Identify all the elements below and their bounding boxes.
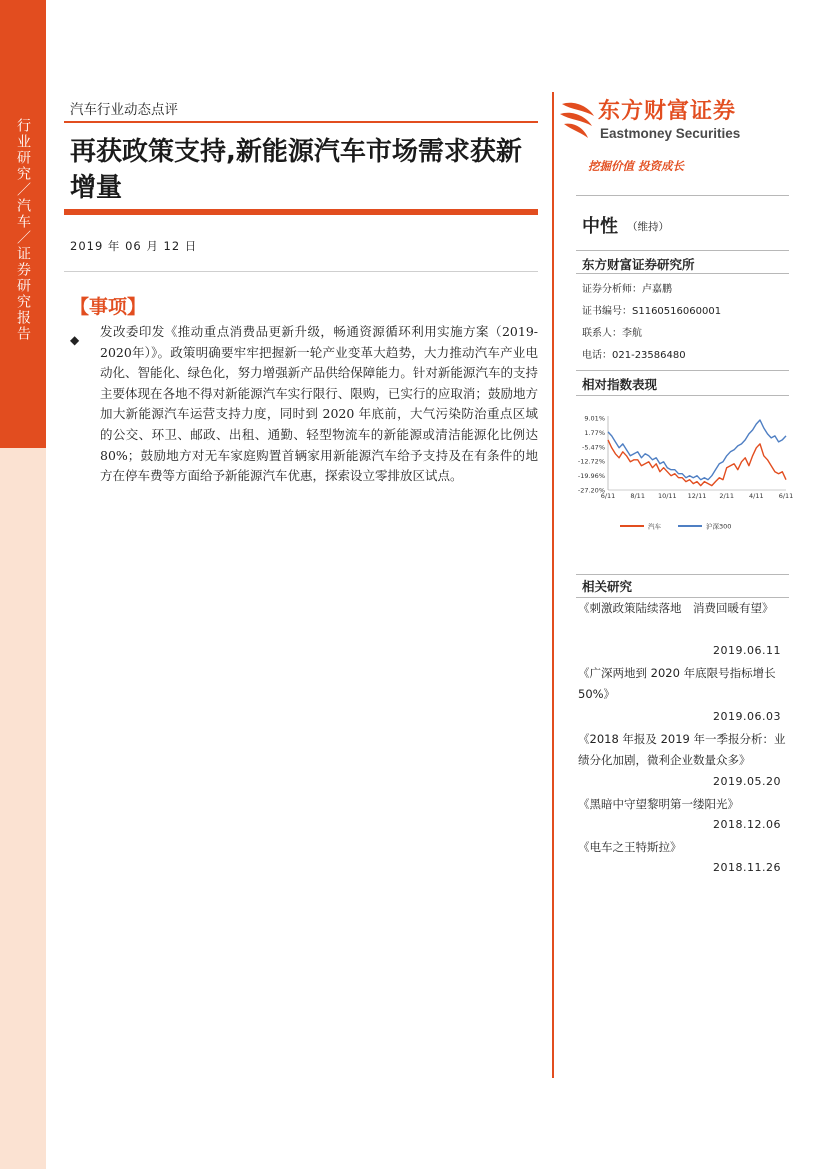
chart-y-tick-label: -19.96% xyxy=(577,472,605,481)
rating-note: （维持） xyxy=(627,221,669,233)
side-band-label: 行业研究／汽车／证券研究报告 xyxy=(15,118,31,342)
chart-x-tick-label: 10/11 xyxy=(657,492,677,500)
related-item-date: 2019.06.11 xyxy=(713,644,781,657)
brand-swoosh-icon xyxy=(558,98,598,142)
related-item-title[interactable]: 《刺激政策陆续落地 消费回暖有望》 xyxy=(578,601,774,615)
related-item-title[interactable]: 《黑暗中守望黎明第一缕阳光》 xyxy=(578,797,739,811)
legend-label: 汽车 xyxy=(648,522,661,531)
analyst: 证券分析师：卢嘉鹏 xyxy=(582,284,672,295)
right-rule xyxy=(576,250,789,251)
brand-name-cn: 东方财富证券 xyxy=(598,99,737,124)
chart-y-ticks xyxy=(578,415,605,495)
chart-x-ticks xyxy=(601,492,794,500)
institute-name: 东方财富证券研究所 xyxy=(582,257,695,272)
brand-slogan: 挖掘价值 投资成长 xyxy=(588,159,685,173)
side-band xyxy=(0,0,46,1169)
chart-y-tick-label: -27.20% xyxy=(577,486,605,495)
relative-index-chart xyxy=(568,402,798,544)
brand-logo xyxy=(558,98,790,158)
chart-series-line-1 xyxy=(608,440,786,486)
chart-y-tick-label: 9.01% xyxy=(584,414,605,423)
right-rule xyxy=(576,574,789,575)
chart-y-tick-label: 1.77% xyxy=(584,428,605,437)
bullet-diamond-icon: ◆ xyxy=(70,333,80,347)
column-divider xyxy=(552,92,554,1078)
performance-heading: 相对指数表现 xyxy=(582,377,658,392)
chart-y-tick-label: -5.47% xyxy=(582,443,605,452)
related-heading: 相关研究 xyxy=(582,579,633,594)
phone: 电话：021-23586480 xyxy=(582,350,686,361)
chart-x-tick-label: 8/11 xyxy=(630,492,645,500)
report-title: 再获政策支持,新能源汽车市场需求获新增量 xyxy=(70,137,522,203)
chart-y-tick-label: -12.72% xyxy=(577,457,605,466)
chart-x-tick-label: 6/11 xyxy=(778,492,794,500)
brand-name-en: Eastmoney Securities xyxy=(600,126,741,141)
related-item-date: 2019.06.03 xyxy=(713,710,781,723)
right-rule xyxy=(576,395,789,396)
right-rule xyxy=(576,195,789,196)
right-rule xyxy=(576,370,789,371)
related-item-title[interactable]: 《电车之王特斯拉》 xyxy=(578,840,682,854)
section-body: 发改委印发《推动重点消费品更新升级，畅通资源循环利用实施方案（2019-2020年）》。政策明确要牢牢把握新一轮产业变革大趋势，大力推动汽车产业电动化、智能化、绿色化，努力增强新产品供给保障能力。针对新能源汽车的支持主要体现在各地不得对新能源汽车实行限行、限购，已实行的应取消；鼓励地方加大新能源汽车运营支持力度，同时到 2020 年底前，大气污染防治重点区域的公交、环卫、邮政、出租、通勤、轻型物流车的新能源或清洁能源化比例达 80%；鼓励地方对无车家庭购置首辆家用新能源汽车给予支持及在有条件的地方在停车费等方面给予新能源汽车优惠，探索设立零排放区试点。 xyxy=(100,324,538,484)
related-item-date: 2018.12.06 xyxy=(713,818,781,831)
right-rule xyxy=(576,273,789,274)
rating-value: 中性 xyxy=(582,216,618,237)
date-rule xyxy=(64,271,538,272)
chart-x-tick-label: 2/11 xyxy=(719,492,734,500)
chart-x-tick-label: 6/11 xyxy=(600,492,616,500)
related-item-title[interactable]: 《2018 年报及 2019 年一季报分析：业绩分化加剧，微利企业数量众多》 xyxy=(578,732,786,767)
chart-x-tick-label: 12/11 xyxy=(687,492,707,500)
related-item-date: 2019.05.20 xyxy=(713,775,781,788)
report-date: 2019 年 06 月 12 日 xyxy=(70,239,198,253)
header-rule xyxy=(64,121,538,123)
chart-series-line-2 xyxy=(608,420,786,480)
title-rule xyxy=(64,209,538,215)
chart-series xyxy=(608,420,786,486)
related-item-date: 2018.11.26 xyxy=(713,861,781,874)
contact: 联系人：李航 xyxy=(582,328,642,339)
legend-label: 沪深300 xyxy=(706,522,732,531)
report-type: 汽车行业动态点评 xyxy=(70,102,178,118)
chart-x-tick-label: 4/11 xyxy=(749,492,764,500)
related-item-title[interactable]: 《广深两地到 2020 年底限号指标增长 50%》 xyxy=(578,666,776,701)
cert-number: 证书编号：S1160516060001 xyxy=(582,306,722,317)
chart-legend xyxy=(620,522,731,531)
section-heading: 【事项】 xyxy=(70,296,147,318)
